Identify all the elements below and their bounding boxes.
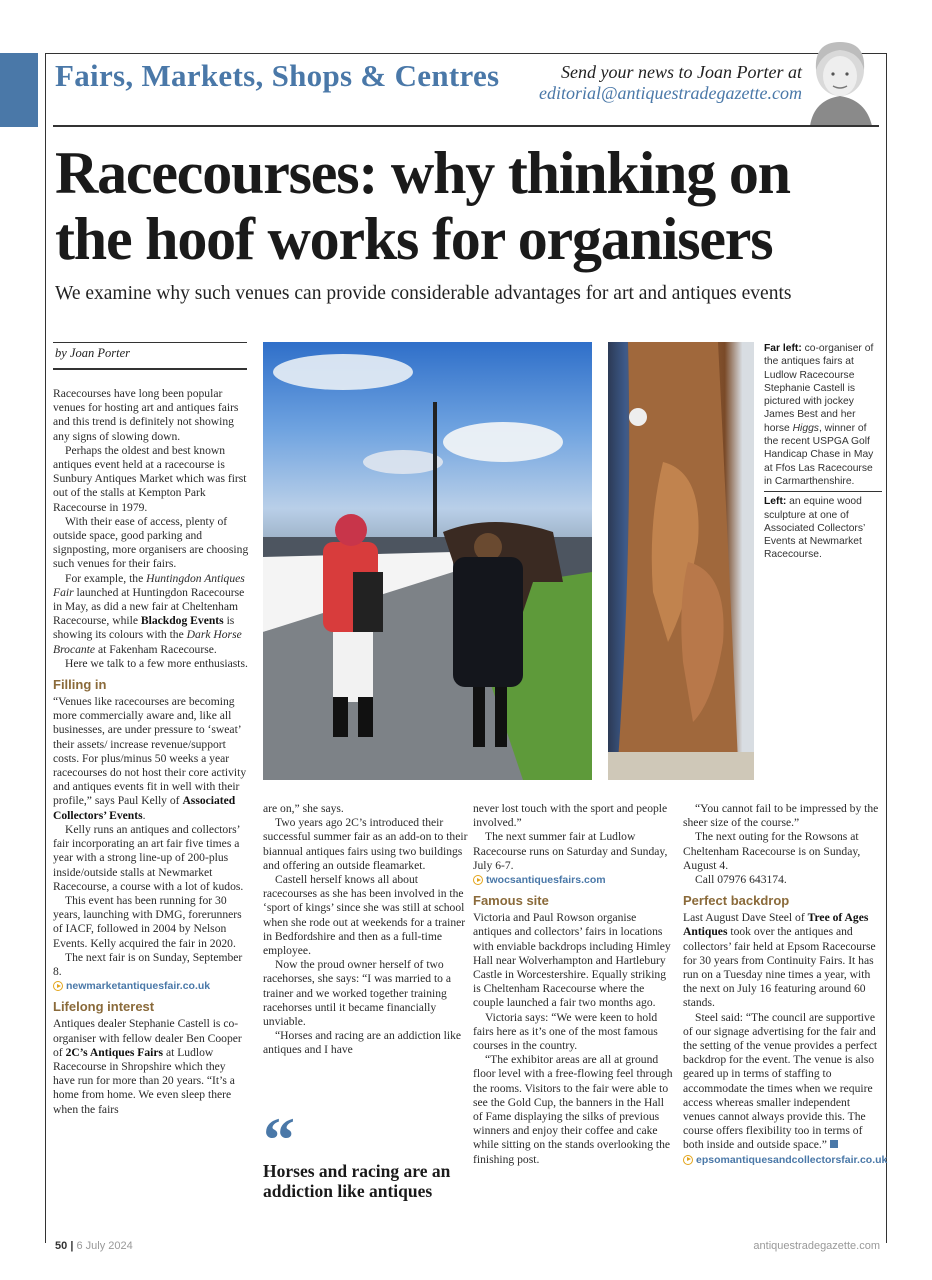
- website-link[interactable]: [683, 1153, 888, 1167]
- website-link[interactable]: [53, 979, 249, 993]
- caption-text: an equine wood sculpture at one of Associated Collectors’ Events at Newmarket Racecourse.: [764, 496, 865, 561]
- article-column-3: [473, 802, 675, 1167]
- article-column-1: [53, 387, 249, 1117]
- caption-horse-name: Higgs: [792, 422, 819, 434]
- byline: by Joan Porter: [55, 346, 130, 360]
- bold-name: Associated Collectors’ Events: [53, 794, 236, 822]
- photo-captions: [764, 342, 882, 562]
- text-run: For example, the: [65, 571, 147, 585]
- paragraph: [473, 1053, 675, 1167]
- photo-jockey-and-horse: [263, 342, 592, 780]
- footer-site[interactable]: antiquestradegazette.com: [753, 1240, 880, 1252]
- paragraph: [473, 802, 675, 830]
- text-run: took over the antiques and collectors’ fair held at Epsom Racecourse for 30 years from Continuity Fairs. It has run on a Tuesday nine times a year, with the next on July 16 featuring around 60 stands.: [683, 925, 876, 1010]
- bold-name: Tree of Ages Antiques: [683, 911, 869, 939]
- caption-label: Far left:: [764, 343, 802, 354]
- end-mark-icon: [830, 1140, 838, 1148]
- contact-box: [539, 62, 802, 104]
- author-portrait: [800, 34, 880, 126]
- paragraph: [263, 802, 468, 816]
- headline-line: Racecourses: why thinking on: [55, 140, 790, 206]
- pull-quote-text: Horses and racing are an addiction like antiques: [263, 1161, 451, 1201]
- paragraph: [53, 657, 249, 671]
- text-run: Now the proud owner herself of two racehorses, she says: “I was married to a trainer and we worked together training racehorses until it became financially unviable.: [263, 958, 452, 1029]
- text-run: is showing its colours with the: [53, 614, 235, 642]
- caption-far-left: [764, 342, 882, 492]
- text-run: Steel said: “The council are supportive of our signage advertising for the fair and the setting of the venue provides a perfect backdrop for the event. The venue is also geared up in terms of staffing to accommodate the times when we require access whereas smaller independent venues cannot always provide this. The course offers flexibility too in terms of both inside and outside space.”: [683, 1010, 878, 1152]
- bold-name: 2C’s Antiques Fairs: [65, 1045, 164, 1059]
- paragraph: [473, 911, 675, 1010]
- byline-rule: [53, 342, 247, 343]
- photo-wood-sculpture: [608, 342, 754, 780]
- text-run: .: [142, 808, 146, 822]
- text-run: The next outing for the Rowsons at Cheltenham Racecourse is on Sunday, August 4.: [683, 830, 861, 872]
- italic-title: Dark Horse Brocante: [53, 628, 242, 656]
- section-title: Fairs, Markets, Shops & Centres: [55, 58, 500, 93]
- article-column-2: [263, 802, 468, 1058]
- paragraph: [53, 695, 249, 823]
- paragraph: [53, 387, 249, 444]
- text-run: launched at Huntingdon Racecourse in May, as did a new fair at Cheltenham Racecourse, while: [53, 585, 245, 628]
- paragraph: [683, 802, 881, 830]
- contact-email[interactable]: editorial@antiquestradegazette.com: [538, 83, 802, 103]
- text-run: Last August Dave Steel of: [683, 911, 808, 925]
- link-text[interactable]: newmarketantiquesfair.co.uk: [66, 980, 211, 993]
- subheading: Famous site: [473, 893, 549, 909]
- play-arrow-icon: [53, 981, 63, 991]
- footer-separator: |: [70, 1240, 74, 1252]
- link-text[interactable]: epsomantiquesandcollectorsfair.co.uk: [696, 1153, 888, 1166]
- paragraph: [263, 873, 468, 958]
- page-number: 50: [55, 1240, 68, 1252]
- paragraph: [263, 816, 468, 873]
- link-text[interactable]: twocsantiquesfairs.com: [486, 874, 606, 887]
- subheading: Lifelong interest: [53, 999, 155, 1015]
- paragraph: [53, 894, 249, 951]
- headline: [55, 140, 885, 272]
- paragraph: [53, 823, 249, 894]
- article-column-4: [683, 802, 888, 1167]
- text-run: Here we talk to a few more enthusiasts.: [65, 656, 248, 670]
- paragraph: [53, 572, 249, 657]
- headline-line: the hoof works for organisers: [55, 206, 773, 272]
- caption-text: , winner of the recent USPGA Golf Handicap Chase in May at Ffos Las Racecourse in Carmarthenshire.: [764, 422, 874, 487]
- subheading: Filling in: [53, 677, 107, 693]
- contact-text: Send your news to Joan Porter at: [561, 62, 802, 82]
- text-run: Victoria and Paul Rowson organise antiques and collectors’ fairs in locations with enviable backdrops including Himley Hall near Wolverhampton and Hartlebury Castle in Worcestershire. Equally striking is Cheltenham Racecourse where the couple launched a fair two months ago.: [473, 911, 671, 1010]
- paragraph: [473, 830, 675, 873]
- italic-title: Huntingdon Antiques Fair: [53, 571, 245, 599]
- text-run: Two years ago 2C’s introduced their successful summer fair as an add-on to their biannual antiques fairs using two buildings and offering an outside fleamarket.: [263, 816, 468, 872]
- standfirst: We examine why such venues can provide considerable advantages for art and antiques events: [55, 283, 792, 304]
- paragraph: [263, 958, 468, 1029]
- text-run: at Ludlow Racecourse in Shropshire which they have run for more than 20 years. “It’s a home from home. We even sleep there when the fairs: [53, 1045, 235, 1116]
- text-run: at Fakenham Racecourse.: [95, 642, 217, 656]
- text-run: With their ease of access, plenty of outside space, good parking and signposting, more organisers are choosing such venues for their fairs.: [53, 514, 249, 571]
- paragraph: [683, 911, 881, 1010]
- text-run: Perhaps the oldest and best known antiques event held at a racecourse is Sunbury Antiques Market which was first out of the stalls at Kempton Park Racecourse in 1979.: [53, 443, 247, 514]
- caption-left: [764, 495, 882, 561]
- text-run: Antiques dealer Stephanie Castell is co-organiser with fellow dealer Ben Cooper of: [53, 1017, 242, 1059]
- subheading: Perfect backdrop: [683, 893, 790, 909]
- issue-date: 6 July 2024: [76, 1240, 133, 1252]
- caption-text: co-organiser of the antiques fairs at Ludlow Racecourse Stephanie Castell is pictured with jockey James Best and her horse: [764, 343, 874, 434]
- paragraph: [473, 1011, 675, 1054]
- text-run: “Venues like racecourses are becoming more commercially aware and, like all businesses, are under pressure to ‘sweat’ their assets/ increase revenue/support costs. For plus/minus 50 weeks a year racecourses do not host their core activity and antiques events fit in well with their profile,” says Paul Kelly of: [53, 695, 247, 808]
- quote-mark-icon: “: [263, 1104, 295, 1175]
- paragraph: [683, 1011, 881, 1153]
- play-arrow-icon: [683, 1155, 693, 1165]
- text-run: “The exhibitor areas are all at ground floor level with a free-flowing feel through the rooms. Visitors to the fair were able to see the Gold Cup, the banners in the Hall of Fame displaying the silks of previous winners and enjoy their coffee and cake while sitting on the stands overlooking the finishing post.: [473, 1053, 673, 1166]
- text-run: “You cannot fail to be impressed by the sheer size of the course.”: [683, 802, 879, 830]
- text-run: are on,” she says.: [263, 802, 344, 815]
- section-tab: [0, 53, 38, 127]
- byline-rule: [53, 368, 247, 370]
- header-rule: [53, 125, 879, 127]
- pull-quote: [263, 1104, 463, 1201]
- text-run: Racecourses have long been popular venues for hosting art and antiques fairs and this trend is definitely not showing any signs of slowing down.: [53, 387, 239, 443]
- text-run: Victoria says: “We were keen to hold fairs here as it’s one of the most famous courses in the country.: [473, 1010, 658, 1053]
- text-run: Castell herself knows all about racecourses as she has been involved in the ‘sport of kings’ since she was still at school when she rode out at weekends for a trainer in Bedfordshire and then as a full-time employee.: [263, 873, 466, 958]
- text-run: The next summer fair at Ludlow Racecourse runs on Saturday and Sunday, July 6-7.: [473, 830, 668, 872]
- bold-name: Blackdog Events: [140, 614, 224, 628]
- paragraph: [683, 873, 881, 887]
- paragraph: [53, 515, 249, 572]
- text-run: “Horses and racing are an addiction like antiques and I have: [263, 1029, 462, 1057]
- website-link[interactable]: [473, 873, 675, 887]
- text-run: This event has been running for 30 years, launching with DMG, forerunners of IACF, followed in 2004 by Nelson Events. Kelly acquired the fair in 2020.: [53, 893, 242, 950]
- paragraph: [53, 1017, 249, 1116]
- paragraph: [263, 1029, 468, 1057]
- text-run: Kelly runs an antiques and collectors’ fair incorporating an art fair five times a year with a strong line-up of 200-plus inside/outside stalls at Newmarket Racecourse, a course with a lot of kudos.: [53, 822, 244, 893]
- text-run: Call 07976 643174.: [695, 873, 787, 887]
- caption-label: Left:: [764, 496, 787, 508]
- page-footer-left: [55, 1240, 133, 1252]
- paragraph: [53, 444, 249, 515]
- text-run: The next fair is on Sunday, September 8.: [53, 950, 243, 978]
- text-run: never lost touch with the sport and people involved.”: [473, 802, 668, 830]
- paragraph: [53, 951, 249, 979]
- paragraph: [683, 830, 881, 873]
- play-arrow-icon: [473, 875, 483, 885]
